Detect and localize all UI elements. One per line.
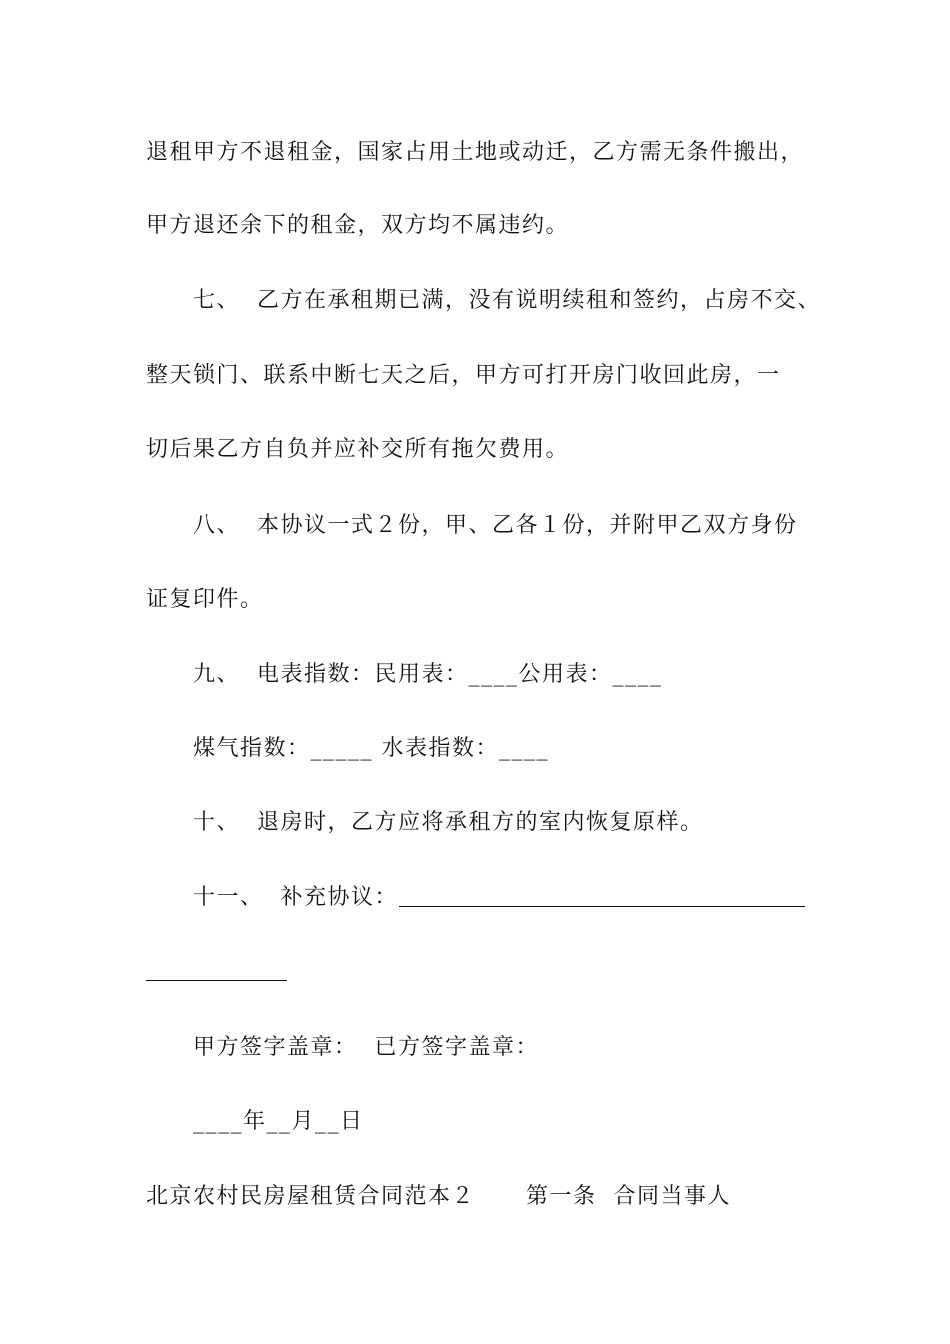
- paragraph-line: 整天锁门、联系中断七天之后，甲方可打开房门收回此房，一: [146, 363, 781, 388]
- clause-seven-line: 七、 乙方在承租期已满，没有说明续租和签约，占房不交、: [193, 288, 821, 313]
- meter-readings-line: 煤气指数：_____ 水表指数：____: [193, 736, 549, 761]
- clause-eight-line: 八、 本协议一式２份，甲、乙各１份，并附甲乙双方身份: [193, 513, 798, 538]
- signature-line: 甲方签字盖章： 已方签字盖章：: [193, 1035, 539, 1060]
- paragraph-line: 甲方退还余下的租金，双方均不属违约。: [146, 213, 570, 238]
- paragraph-line: 退租甲方不退租金，国家占用土地或动迁，乙方需无条件搬出，: [146, 140, 805, 165]
- paragraph-line: 切后果乙方自负并应补交所有拖欠费用。: [146, 437, 570, 462]
- paragraph-line: 证复印件。: [146, 587, 264, 612]
- clause-eleven-line: 十一、 补充协议：: [193, 885, 398, 910]
- supplement-blank-rule: [399, 906, 805, 907]
- clause-ten-line: 十、 退房时，乙方应将承租方的室内恢复原样。: [193, 810, 704, 835]
- supplement-blank-rule-continued: [146, 980, 287, 981]
- next-section-heading: 北京农村民房屋租赁合同范本２ 第一条 合同当事人: [146, 1184, 731, 1209]
- clause-nine-line: 九、 电表指数：民用表：____公用表：____: [193, 662, 663, 687]
- date-line: ____年__月__日: [193, 1109, 364, 1134]
